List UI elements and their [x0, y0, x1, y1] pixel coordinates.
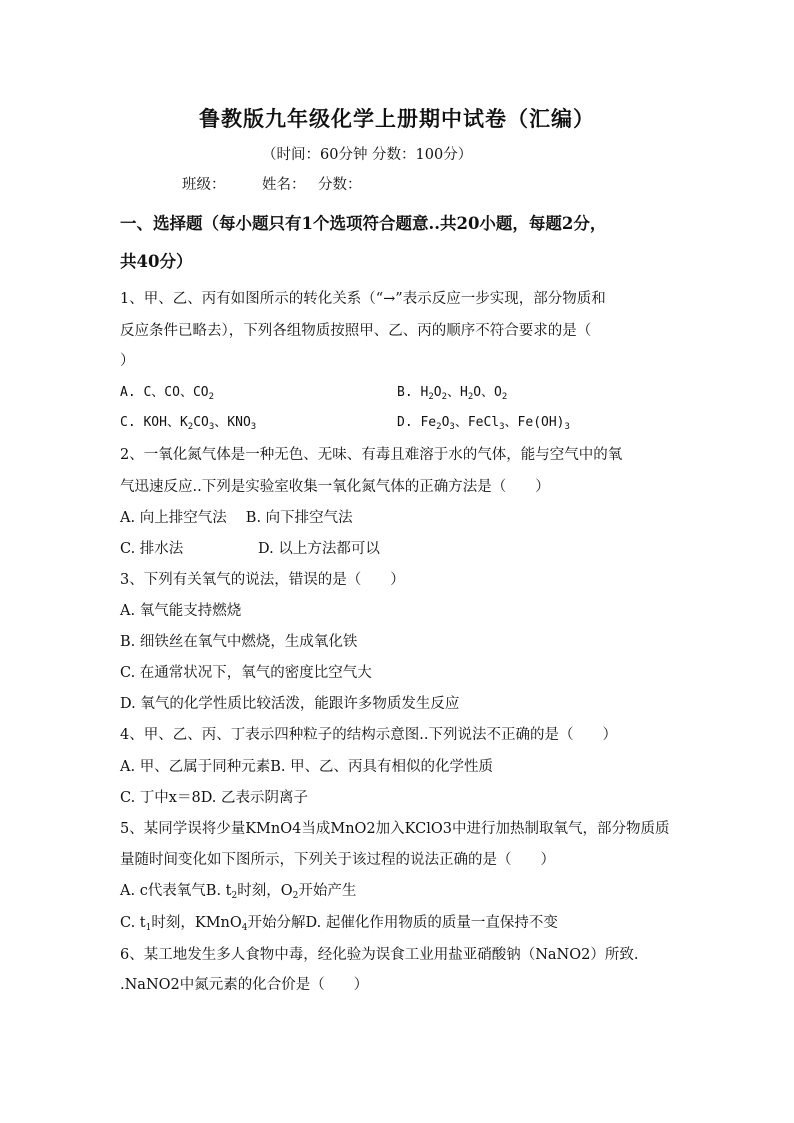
q6-stem-line1: 6、某工地发生多人食物中毒，经化验为误食工业用盐亚硝酸钠（NaNO2）所致. — [120, 947, 639, 963]
class-label: 班级： — [182, 177, 226, 193]
section-heading-cont: 共40分） — [120, 252, 193, 271]
q1-option-b: B. $H_2O_2$、$H_2O$、$O_2$ — [397, 385, 508, 402]
q3-option-c: C. 在通常状况下，氧气的密度比空气大 — [120, 665, 372, 681]
time-score-info: （时间：60分钟 分数：100分） — [262, 147, 473, 163]
q2-stem-line1: 2、一氧化氮气体是一种无色、无味、有毒且难溶于水的气体，能与空气中的氧 — [120, 447, 623, 463]
q5-stem-line2: 量随时间变化如下图所示，下列关于该过程的说法正确的是（ ） — [120, 852, 555, 868]
q5-options-ab: A. c代表氧气B. $t_2$时刻，$O_2$开始产生 — [120, 883, 357, 901]
q2-option-d: D. 以上方法都可以 — [258, 541, 380, 557]
q1-stem-line2: 反应条件已略去），下列各组物质按照甲、乙、丙的顺序不符合要求的是（ — [120, 323, 592, 339]
score-label: 分数： — [318, 177, 362, 193]
q1-stem-line1: 1、甲、乙、丙有如图所示的转化关系（“→”表示反应一步实现，部分物质和 — [120, 291, 606, 307]
page-title: 鲁教版九年级化学上册期中试卷（汇编） — [199, 106, 595, 131]
q4-stem: 4、甲、乙、丙、丁表示四种粒子的结构示意图..下列说法不正确的是（ ） — [120, 727, 617, 743]
q1-stem-line3: ） — [120, 353, 135, 369]
q2-stem-line2: 气迅速反应..下列是实验室收集一氧化氮气体的正确方法是（ ） — [120, 479, 550, 495]
q3-option-a: A. 氧气能支持燃烧 — [120, 603, 242, 619]
q1-option-c: C. KOH、$K_2CO_3$、$KNO_3$ — [120, 415, 257, 432]
q2-options-ab: A. 向上排空气法 B. 向下排空气法 — [120, 510, 353, 526]
q6-stem-line2: .NaNO2中氮元素的化合价是（ ） — [120, 977, 369, 993]
q5-stem-line1: 5、某同学误将少量KMnO4当成MnO2加入KClO3中进行加热制取氧气，部分物质质 — [120, 821, 670, 837]
q4-options-ab: A. 甲、乙属于同种元素B. 甲、乙、丙具有相似的化学性质 — [120, 759, 494, 775]
q1-option-a: A. C、CO、$CO_2$ — [120, 385, 215, 402]
q2-option-c: C. 排水法 — [120, 541, 184, 557]
name-label: 姓名： — [262, 177, 306, 193]
q3-stem: 3、下列有关氧气的说法，错误的是（ ） — [120, 572, 405, 588]
q4-options-cd: C. 丁中x＝8D. 乙表示阴离子 — [120, 790, 309, 806]
q1-option-d: D. $Fe_2O_3$、FeCl$_3$、$Fe(OH)_3$ — [397, 415, 570, 432]
q5-options-cd: C. $t_1$时刻，KMnO$_4$开始分解D. 起催化作用物质的质量一直保持不变 — [120, 915, 558, 933]
q3-option-b: B. 细铁丝在氧气中燃烧，生成氧化铁 — [120, 634, 358, 650]
section-heading: 一、选择题（每小题只有1个选项符合题意..共20小题，每题2分， — [120, 214, 607, 233]
q3-option-d: D. 氧气的化学性质比较活泼，能跟许多物质发生反应 — [120, 696, 460, 712]
